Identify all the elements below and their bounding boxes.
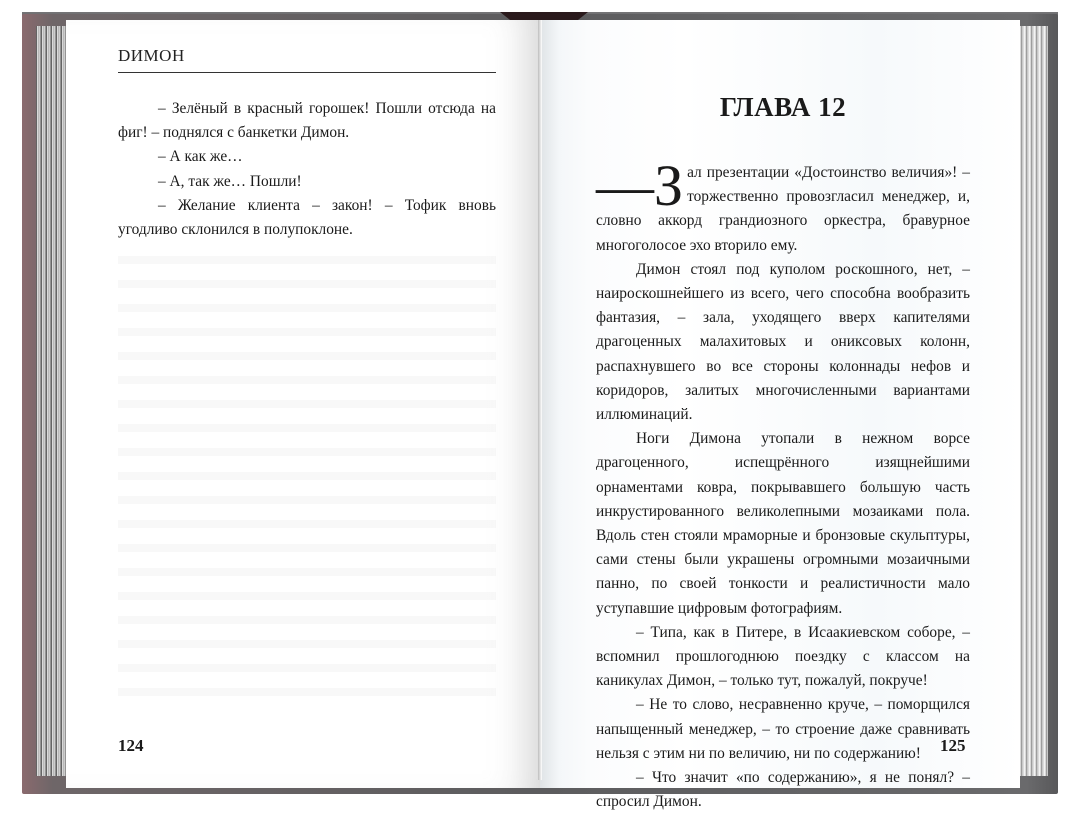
paragraph: – Зелёный в красный горошек! Пошли отсюда на фиг! – поднялся с банкетки Димон. [118,100,496,142]
bleed-through-text [118,240,496,700]
book-gutter [538,20,542,780]
paragraph: Димон стоял под куполом роскошного, нет, – наироскошнейшего из всего, чего способна вообразить фантазия, – зала, уходящего вверх капителями драгоценных малахитовых и ониксовых колонн, распахнувшего во все стороны колоннады нефов и коридоров, залитых многочисленными вариантами иллюминаций. [596,260,970,424]
paragraph: – Не то слово, несравненно круче, – поморщился напыщенный менеджер, – то строение даже сравнивать нельзя с этим ни по величию, ни по содержанию! [596,696,970,762]
page-edges-left [36,26,66,776]
running-head: DИМОН [118,46,496,73]
paragraph: – Типа, как в Питере, в Исаакиевском соборе, – вспомнил прошлогоднюю поездку с классом на каникулах Димон, – только тут, пожалуй, покруче! [596,623,970,690]
left-page-body [118,97,496,242]
paragraph: Ноги Димона утопали в нежном ворсе драгоценного, испещрённого изящнейшими орнаментами ковра, покрывавшего большую часть инкрустированного великолепными мозаиками пола. Вдоль стен стояли мраморные и бронзовые скульптуры, сами стены были украшены огромными мозаичными панно, по своей тонкости и реалистичности мало уступавшие цифровым фотографиям. [596,430,970,617]
page-edges-right [1018,26,1048,776]
first-paragraph-text: ал презентации «Достоинство величия»! – торжественно провозгласил менеджер, и, словно аккорд грандиозного оркестра, бравурное многоголосое эхо вторило ему. [596,164,970,254]
paragraph: – Что значит «по содержанию», я не понял? – спросил Димон. [596,769,970,811]
first-paragraph [596,153,970,258]
chapter-title: ГЛАВА 12 [719,92,847,122]
paragraph: – А, так же… Пошли! [158,172,302,190]
paragraph: – Желание клиента – закон! – Тофик вновь угодливо склонился в полупоклоне. [118,196,496,239]
page-number-left: 124 [118,736,144,755]
paragraph: – А как же… [158,148,243,166]
drop-cap: —З [596,153,684,218]
page-number-right: 125 [940,736,966,755]
right-page-body [596,153,970,814]
